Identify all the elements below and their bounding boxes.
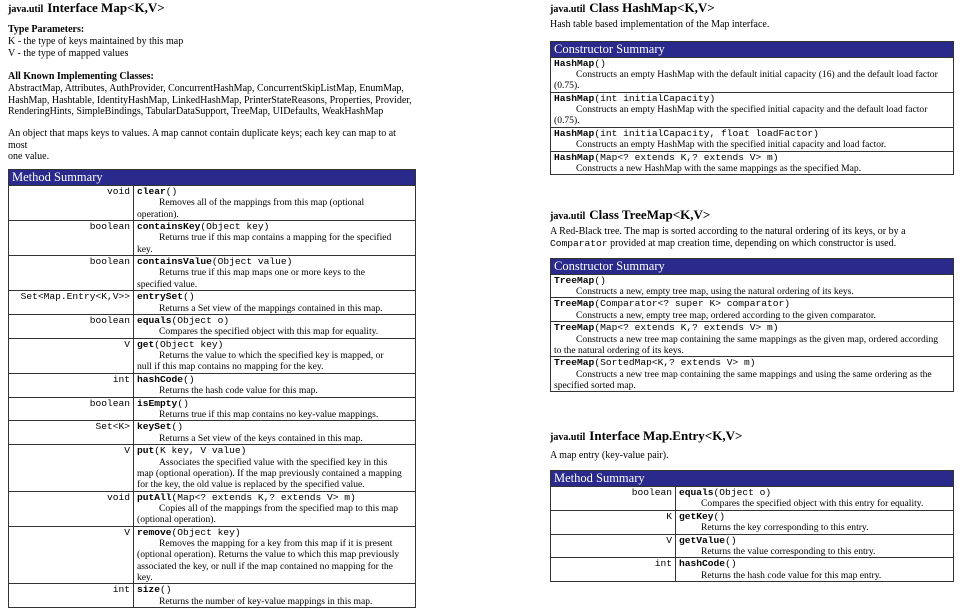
constructor-description-text: Constructs an empty HashMap with the specified initial capacity and load factor. xyxy=(576,139,887,151)
method-description: map (optional operation). If the map previously contained a mapping xyxy=(137,467,402,479)
class-title: Class TreeMap<K,V> xyxy=(589,207,711,223)
method-description: for the key, the old value is replaced by the specified value. xyxy=(137,479,365,491)
method-return-type: Set<Map.Entry<K,V>> xyxy=(9,291,134,315)
method-name: containsValue xyxy=(137,255,212,267)
method-row xyxy=(9,185,416,220)
constructor-description xyxy=(554,286,950,297)
method-return-type: int xyxy=(9,373,134,397)
constructor-row xyxy=(551,322,954,357)
method-params: () xyxy=(177,397,189,409)
constructor-description xyxy=(554,69,950,80)
method-return-type: Set<K> xyxy=(9,421,134,445)
treemap-header xyxy=(550,208,954,223)
constructor-signature xyxy=(554,93,950,105)
method-description: (optional operation). xyxy=(137,514,216,526)
method-description: Compares the specified object with this map for equality. xyxy=(159,326,379,338)
method-signature xyxy=(137,315,412,327)
method-name: getKey xyxy=(679,510,714,522)
constructor-row xyxy=(551,92,954,127)
type-param-v: V - the type of mapped values xyxy=(8,47,129,59)
constructor-params: (int initialCapacity, float loadFactor) xyxy=(594,127,819,139)
method-signature xyxy=(137,445,412,457)
method-signature xyxy=(137,584,412,596)
method-name: hashCode xyxy=(679,558,726,570)
method-params: (Object key) xyxy=(171,526,241,538)
constructor-name: TreeMap xyxy=(554,322,595,334)
constructor-cell xyxy=(551,92,954,127)
method-row xyxy=(551,534,954,558)
method-signature xyxy=(137,398,412,410)
constructor-row xyxy=(551,357,954,392)
method-cell xyxy=(134,397,416,421)
constructor-signature xyxy=(554,357,950,369)
method-cell xyxy=(134,421,416,445)
method-description: Compares the specified object with this entry for equality. xyxy=(701,498,924,510)
method-row xyxy=(9,314,416,338)
method-row xyxy=(9,421,416,445)
method-description: key. xyxy=(137,243,153,255)
method-row xyxy=(551,558,954,582)
method-row xyxy=(551,510,954,534)
method-return-type: boolean xyxy=(9,397,134,421)
interface-description: one value. xyxy=(8,151,50,163)
treemap-description-2 xyxy=(550,238,954,250)
constructor-description-text: Constructs a new tree map containing the same mappings and using the same ordering as the xyxy=(576,368,932,380)
method-name: keySet xyxy=(137,421,172,433)
method-signature xyxy=(137,291,412,303)
method-name: equals xyxy=(679,486,714,498)
method-name: put xyxy=(137,445,155,457)
method-cell xyxy=(134,373,416,397)
method-row xyxy=(551,486,954,510)
method-row xyxy=(9,445,416,491)
method-return-type: boolean xyxy=(9,220,134,255)
method-description: Returns the key corresponding to this entry. xyxy=(701,522,869,534)
method-description: Associates the specified value with the specified key in this xyxy=(159,456,388,468)
method-params: (Object o) xyxy=(713,486,772,498)
method-summary-table xyxy=(8,169,416,608)
constructor-description-cont: (0.75). xyxy=(554,80,580,92)
constructor-name: HashMap xyxy=(554,57,595,69)
constructor-cell xyxy=(551,127,954,151)
map-entry-header xyxy=(550,429,954,444)
method-params: () xyxy=(171,421,184,433)
method-signature xyxy=(137,527,412,539)
constructor-row xyxy=(551,57,954,92)
method-return-type: K xyxy=(551,510,676,534)
method-return-type: void xyxy=(9,491,134,526)
method-cell xyxy=(676,510,954,534)
method-cell xyxy=(134,445,416,491)
method-params: () xyxy=(160,584,172,596)
method-description: Returns true if this map maps one or more keys to the xyxy=(159,267,365,279)
constructor-params: () xyxy=(594,274,606,286)
constructor-signature xyxy=(554,128,950,140)
method-signature xyxy=(137,421,412,433)
method-return-type: V xyxy=(551,534,676,558)
method-row xyxy=(9,491,416,526)
method-signature xyxy=(679,511,950,523)
method-params: () xyxy=(725,534,737,546)
constructor-params: () xyxy=(594,57,606,69)
implementing-classes-heading: All Known Implementing Classes: xyxy=(8,71,154,83)
constructor-name: HashMap xyxy=(554,151,595,163)
method-row xyxy=(9,373,416,397)
method-return-type: boolean xyxy=(9,314,134,338)
constructor-description xyxy=(554,104,950,115)
method-name: entrySet xyxy=(137,291,184,303)
method-params: () xyxy=(183,373,195,385)
method-signature xyxy=(679,558,950,570)
method-signature xyxy=(137,256,412,268)
method-params: (Object key) xyxy=(200,220,270,232)
constructor-description-cont: (0.75). xyxy=(554,115,580,127)
package-name: java.util xyxy=(550,432,586,444)
method-name: isEmpty xyxy=(137,397,178,409)
method-cell xyxy=(134,220,416,255)
method-return-type: V xyxy=(9,338,134,373)
interface-title: Interface Map<K,V> xyxy=(47,0,165,15)
method-cell xyxy=(134,255,416,290)
constructor-signature xyxy=(554,152,950,164)
method-signature xyxy=(679,487,950,499)
method-return-type: V xyxy=(9,526,134,584)
constructor-summary-title: Constructor Summary xyxy=(551,41,954,57)
method-summary-title: Method Summary xyxy=(551,470,954,486)
method-cell xyxy=(134,291,416,315)
implementing-classes-line: HashMap, Hashtable, IdentityHashMap, LinkedHashMap, PrinterStateReasons, Properties, Provider, xyxy=(8,94,412,106)
method-params: (Object key) xyxy=(154,338,224,350)
method-cell xyxy=(676,534,954,558)
method-description: null if this map contains no mapping for the key. xyxy=(137,361,324,373)
method-params: (K key, V value) xyxy=(154,445,247,457)
method-row xyxy=(9,338,416,373)
method-description: Returns true if this map contains a mapping for the specified xyxy=(159,232,392,244)
method-cell xyxy=(134,584,416,608)
constructor-params: (Map<? extends K,? extends V> m) xyxy=(594,151,779,163)
method-description: Returns the hash code value for this map entry. xyxy=(701,569,882,581)
method-params: (Object value) xyxy=(211,255,293,267)
method-cell xyxy=(676,558,954,582)
package-name: java.util xyxy=(550,4,586,15)
hashmap-description: Hash table based implementation of the Map interface. xyxy=(550,19,770,30)
constructor-summary-title: Constructor Summary xyxy=(551,258,954,274)
method-cell xyxy=(134,185,416,220)
method-cell xyxy=(134,314,416,338)
method-description: Returns the number of key-value mappings in this map. xyxy=(159,595,373,607)
constructor-cell xyxy=(551,151,954,175)
interface-title: Interface Map.Entry<K,V> xyxy=(589,428,743,444)
method-description: key. xyxy=(137,571,153,583)
method-description: specified value. xyxy=(137,278,198,290)
type-params-heading: Type Parameters: xyxy=(8,24,85,35)
constructor-description-cont: to the natural ordering of its keys. xyxy=(554,344,684,356)
method-row xyxy=(9,584,416,608)
map-interface-section xyxy=(8,0,416,608)
treemap-description-rest: provided at map creation time, depending on which constructor is used. xyxy=(607,237,897,249)
constructor-description-text: Constructs an empty HashMap with the specified initial capacity and the default load factor xyxy=(576,104,928,116)
constructor-description-text: Constructs a new, empty tree map, ordered according to the given comparator. xyxy=(576,309,876,321)
method-params: (Map<? extends K,? extends V> m) xyxy=(171,491,356,503)
method-params: () xyxy=(183,291,195,303)
constructor-name: HashMap xyxy=(554,92,595,104)
method-signature xyxy=(137,339,412,351)
method-row xyxy=(9,255,416,290)
constructor-params: (int initialCapacity) xyxy=(594,92,716,104)
method-params: () xyxy=(713,510,726,522)
interface-description: An object that maps keys to values. A map cannot contain duplicate keys; each key can map to at most xyxy=(8,127,396,151)
method-description: associated the key, or null if the map contained no mapping for the xyxy=(137,560,393,572)
method-name: clear xyxy=(137,185,166,197)
package-name: java.util xyxy=(550,211,586,223)
constructor-description xyxy=(554,163,950,174)
method-name: getValue xyxy=(679,534,726,546)
method-params: () xyxy=(165,185,178,197)
method-signature xyxy=(137,374,412,386)
constructor-cell xyxy=(551,298,954,322)
constructor-description-cont: specified sorted map. xyxy=(554,380,636,392)
constructor-description-text: Constructs an empty HashMap with the default initial capacity (16) and the default load factor xyxy=(576,69,938,81)
constructor-signature xyxy=(554,275,950,287)
method-signature xyxy=(137,221,412,233)
method-return-type: int xyxy=(9,584,134,608)
right-column xyxy=(550,0,954,582)
constructor-cell xyxy=(551,357,954,392)
constructor-signature xyxy=(554,58,950,70)
implementing-classes-line: AbstractMap, Attributes, AuthProvider, ConcurrentHashMap, ConcurrentSkipListMap, EnumMap, xyxy=(8,83,404,95)
constructor-params: (SortedMap<K,? extends V> m) xyxy=(594,357,756,369)
method-return-type: int xyxy=(551,558,676,582)
method-signature xyxy=(679,535,950,547)
constructor-cell xyxy=(551,322,954,357)
method-return-type: V xyxy=(9,445,134,491)
method-description: Returns true if this map contains no key-value mappings. xyxy=(159,409,379,421)
constructor-description-text: Constructs a new HashMap with the same mappings as the specified Map. xyxy=(576,163,862,175)
constructor-description-text: Constructs a new tree map containing the same mappings as the given map, ordered according xyxy=(576,333,939,345)
method-name: hashCode xyxy=(137,373,184,385)
method-cell xyxy=(134,338,416,373)
constructor-signature xyxy=(554,298,950,310)
class-title: Class HashMap<K,V> xyxy=(589,0,715,15)
constructor-cell xyxy=(551,57,954,92)
constructor-name: TreeMap xyxy=(554,357,595,369)
constructor-description-text: Constructs a new, empty tree map, using the natural ordering of its keys. xyxy=(576,286,854,298)
comparator-code: Comparator xyxy=(550,237,608,249)
constructor-description xyxy=(554,139,950,150)
constructor-row xyxy=(551,127,954,151)
method-description: operation). xyxy=(137,208,179,220)
method-description: Removes all of the mappings from this map (optional xyxy=(159,197,365,209)
map-entry-method-summary xyxy=(550,470,954,582)
method-params: () xyxy=(725,558,737,570)
constructor-description xyxy=(554,334,950,345)
method-name: putAll xyxy=(137,491,172,503)
constructor-row xyxy=(551,274,954,298)
method-cell xyxy=(134,526,416,584)
constructor-cell xyxy=(551,274,954,298)
method-name: size xyxy=(137,584,161,596)
implementing-classes-line: RenderingHints, SimpleBindings, TabularDataSupport, TreeMap, UIDefaults, WeakHashMap xyxy=(8,106,384,118)
constructor-name: HashMap xyxy=(554,127,595,139)
map-entry-description: A map entry (key-value pair). xyxy=(550,450,669,462)
treemap-description: A Red-Black tree. The map is sorted according to the natural ordering of its keys, or by a xyxy=(550,226,906,238)
constructor-description xyxy=(554,369,950,380)
method-return-type: void xyxy=(9,185,134,220)
treemap-constructor-summary xyxy=(550,258,954,393)
hashmap-header xyxy=(550,1,954,16)
method-description: Copies all of the mappings from the specified map to this map xyxy=(159,503,398,514)
method-cell xyxy=(134,491,416,526)
method-description: (optional operation). Returns the value to which this map previously xyxy=(137,549,400,561)
method-description: Removes the mapping for a key from this map if it is present xyxy=(159,538,393,550)
method-row xyxy=(9,291,416,315)
hashmap-constructor-summary xyxy=(550,41,954,176)
method-name: containsKey xyxy=(137,220,201,232)
method-row xyxy=(9,397,416,421)
constructor-description xyxy=(554,310,950,321)
constructor-signature xyxy=(554,322,950,334)
constructor-params: (Comparator<? super K> comparator) xyxy=(594,298,791,310)
method-signature xyxy=(137,492,412,504)
method-row xyxy=(9,526,416,584)
method-description: Returns a Set view of the mappings contained in this map. xyxy=(159,302,383,314)
method-description: Returns the value to which the specified key is mapped, or xyxy=(159,350,384,362)
map-interface-header xyxy=(8,1,416,16)
method-name: remove xyxy=(137,526,172,538)
method-description: Returns a Set view of the keys contained in this map. xyxy=(159,432,363,444)
constructor-row xyxy=(551,151,954,175)
method-summary-title: Method Summary xyxy=(9,169,416,185)
constructor-name: TreeMap xyxy=(554,274,595,286)
method-cell xyxy=(676,486,954,510)
package-name: java.util xyxy=(8,4,44,15)
method-name: get xyxy=(137,338,155,350)
method-return-type: boolean xyxy=(551,486,676,510)
method-return-type: boolean xyxy=(9,255,134,290)
constructor-params: (Map<? extends K,? extends V> m) xyxy=(594,322,779,334)
constructor-row xyxy=(551,298,954,322)
method-description: Returns the hash code value for this map. xyxy=(159,385,318,397)
method-description: Returns the value corresponding to this entry. xyxy=(701,546,876,558)
type-param-k: K - the type of keys maintained by this map xyxy=(8,36,184,47)
method-signature xyxy=(137,186,412,198)
method-params: (Object o) xyxy=(171,314,230,326)
method-row xyxy=(9,220,416,255)
constructor-name: TreeMap xyxy=(554,298,595,310)
method-name: equals xyxy=(137,314,172,326)
